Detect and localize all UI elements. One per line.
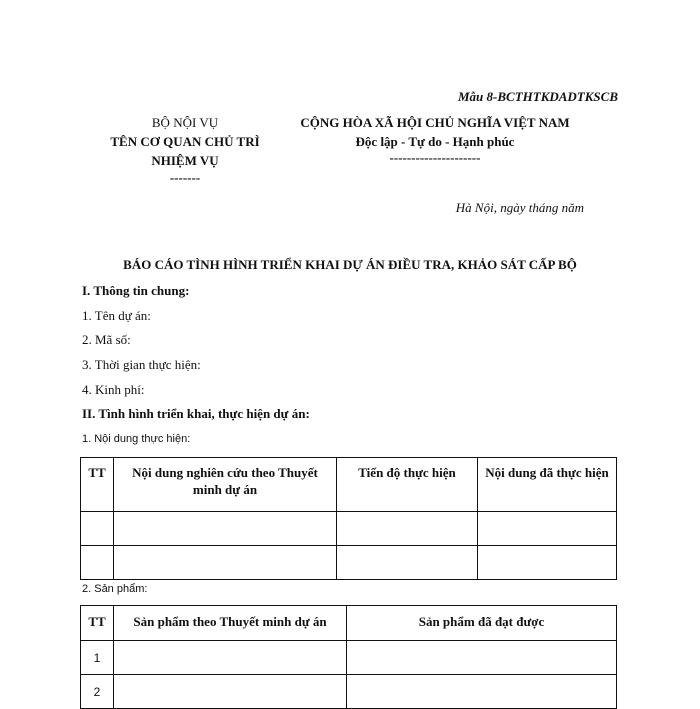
- ministry-name: BỘ NỘI VỤ: [151, 115, 219, 130]
- national-header: [275, 113, 595, 165]
- table-cell[interactable]: [337, 512, 478, 546]
- country-name: CỘNG HÒA XÃ HỘI CHỦ NGHĨA VIỆT NAM: [300, 115, 570, 130]
- motto: Độc lập - Tự do - Hạnh phúc: [355, 134, 515, 149]
- content-table: [80, 457, 617, 580]
- column-header: Tiến độ thực hiện: [337, 458, 478, 512]
- product-table: [80, 605, 617, 709]
- row-number: 2: [81, 675, 114, 709]
- product-subheading: 2. Sản phẩm:: [82, 583, 148, 595]
- table-cell[interactable]: [478, 512, 617, 546]
- national-separator: ---------------------: [389, 150, 481, 165]
- budget-field: 4. Kinh phí:: [82, 382, 145, 397]
- duration-field: 3. Thời gian thực hiện:: [82, 357, 201, 372]
- column-header: Nội dung nghiên cứu theo Thuyết minh dự án: [114, 458, 337, 512]
- agency-name-line1: TÊN CƠ QUAN CHỦ TRÌ: [110, 134, 260, 149]
- table-cell[interactable]: [478, 546, 617, 580]
- agency-header: [85, 113, 285, 185]
- form-code: Mẫu 8-BCTHTKDADTKSCB: [457, 89, 618, 104]
- agency-separator: -------: [169, 170, 201, 185]
- row-number: 1: [81, 641, 114, 675]
- column-header: TT: [81, 458, 114, 512]
- table-cell[interactable]: [81, 546, 114, 580]
- table-row: [81, 512, 617, 546]
- table-row: [81, 546, 617, 580]
- content-subheading: 1. Nội dung thực hiện:: [82, 433, 191, 445]
- table-cell[interactable]: [337, 546, 478, 580]
- column-header: Nội dung đã thực hiện: [478, 458, 617, 512]
- column-header: TT: [81, 606, 114, 641]
- table-cell[interactable]: [347, 641, 617, 675]
- table-cell[interactable]: [114, 512, 337, 546]
- table-header-row: [81, 458, 617, 512]
- table-cell[interactable]: [347, 675, 617, 709]
- table-cell[interactable]: [114, 641, 347, 675]
- table-row: [81, 675, 617, 709]
- document-title: BÁO CÁO TÌNH HÌNH TRIỂN KHAI DỰ ÁN ĐIỀU TRA, KHẢO SÁT CẤP BỘ: [123, 257, 577, 272]
- section-1-heading: I. Thông tin chung:: [82, 283, 190, 298]
- agency-name-line2: NHIỆM VỤ: [151, 153, 219, 168]
- table-cell[interactable]: [114, 546, 337, 580]
- project-name-field: 1. Tên dự án:: [82, 308, 151, 323]
- column-header: Sản phẩm đã đạt được: [347, 606, 617, 641]
- table-cell[interactable]: [81, 512, 114, 546]
- table-row: [81, 641, 617, 675]
- table-header-row: [81, 606, 617, 641]
- table-cell[interactable]: [114, 675, 347, 709]
- section-2-heading: II. Tình hình triển khai, thực hiện dự án:: [82, 406, 310, 421]
- project-code-field: 2. Mã số:: [82, 332, 131, 347]
- column-header: Sản phẩm theo Thuyết minh dự án: [114, 606, 347, 641]
- place-date: Hà Nội, ngày tháng năm: [455, 200, 584, 215]
